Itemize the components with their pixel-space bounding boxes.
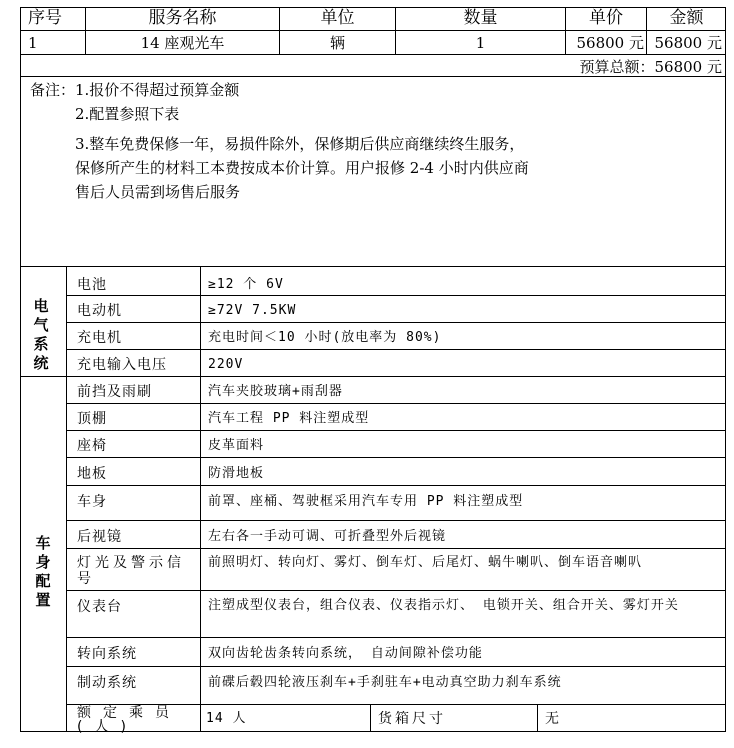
row-label-lights: 灯光及警示信号 (77, 555, 185, 587)
row-value-mirror: 左右各一手动可调、可折叠型外后视镜 (208, 529, 447, 544)
section-electric-system: 电 气 系 统 (33, 297, 49, 372)
section-body-config: 车 身 配 置 (35, 534, 51, 609)
row-label-capacity: 额定乘员(人) (77, 705, 181, 735)
row-value-steering: 双向齿轮齿条转向系统， 自动间隙补偿功能 (208, 646, 483, 661)
item-unit-price: 56800 元 (576, 34, 644, 52)
item-amount: 56800 元 (654, 34, 722, 52)
row-label-mirror: 后视镜 (77, 529, 122, 545)
row-label-floor: 地板 (77, 466, 107, 482)
notes-line-3c: 售后人员需到场售后服务 (75, 183, 241, 201)
row-value-brake: 前碟后毂四轮液压刹车+手刹驻车+电动真空助力刹车系统 (208, 675, 562, 690)
row-value-cargo-size: 无 (545, 711, 560, 727)
row-label-dashboard: 仪表台 (77, 599, 122, 615)
notes-line-2: 2.配置参照下表 (75, 105, 180, 123)
row-label-body: 车身 (77, 494, 107, 510)
header-service-name: 服务名称 (148, 8, 217, 28)
item-service-name: 14 座观光车 (140, 34, 225, 52)
row-label-charger: 充电机 (77, 330, 122, 346)
row-value-motor: ≥72V 7.5KW (208, 303, 297, 318)
row-label-seat: 座椅 (77, 438, 107, 454)
row-label-steering: 转向系统 (77, 646, 137, 662)
row-label-battery: 电池 (77, 277, 107, 293)
row-value-body: 前罩、座桶、驾驶框采用汽车专用 PP 料注塑成型 (208, 494, 524, 509)
budget-total: 预算总额：56800 元 (579, 58, 722, 76)
header-qty: 数量 (463, 8, 498, 28)
row-value-input-voltage: 220V (208, 357, 244, 372)
row-label-brake: 制动系统 (77, 675, 137, 691)
row-value-floor: 防滑地板 (208, 466, 265, 481)
header-seq: 序号 (28, 8, 62, 28)
row-value-lights: 前照明灯、转向灯、雾灯、倒车灯、后尾灯、蜗牛喇叭、倒车语音喇叭 (208, 555, 643, 570)
header-unit: 单位 (320, 8, 355, 28)
item-seq: 1 (28, 34, 38, 52)
header-unit-price: 单价 (589, 8, 623, 28)
row-value-dashboard: 注塑成型仪表台，组合仪表、仪表指示灯、 电锁开关、组合开关、雾灯开关 (208, 598, 679, 613)
notes-line-3a: 3.整车免费保修一年，易损件除外，保修期后供应商继续终生服务， (75, 135, 525, 153)
item-qty: 1 (475, 34, 486, 52)
row-label-input-voltage: 充电输入电压 (77, 357, 167, 373)
row-value-roof: 汽车工程 PP 料注塑成型 (208, 411, 370, 426)
notes-line-3b: 保修所产生的材料工本费按成本价计算。用户报修 2-4 小时内供应商 (75, 159, 529, 177)
row-label-cargo-size: 货箱尺寸 (378, 711, 446, 727)
row-value-capacity: 14 人 (206, 711, 247, 726)
row-value-battery: ≥12 个 6V (208, 277, 284, 292)
row-value-windshield: 汽车夹胶玻璃+雨刮器 (208, 384, 343, 399)
row-value-seat: 皮革面料 (208, 438, 265, 453)
row-label-motor: 电动机 (77, 303, 122, 319)
row-label-windshield: 前挡及雨刷 (77, 384, 152, 400)
header-amount: 金额 (669, 8, 704, 28)
row-value-charger: 充电时间＜10 小时(放电率为 80%) (208, 330, 442, 345)
notes-line-1: 1.报价不得超过预算金额 (75, 81, 240, 99)
notes-prefix: 备注： (30, 81, 76, 99)
item-unit: 辆 (329, 34, 345, 52)
row-label-roof: 顶棚 (77, 411, 107, 427)
